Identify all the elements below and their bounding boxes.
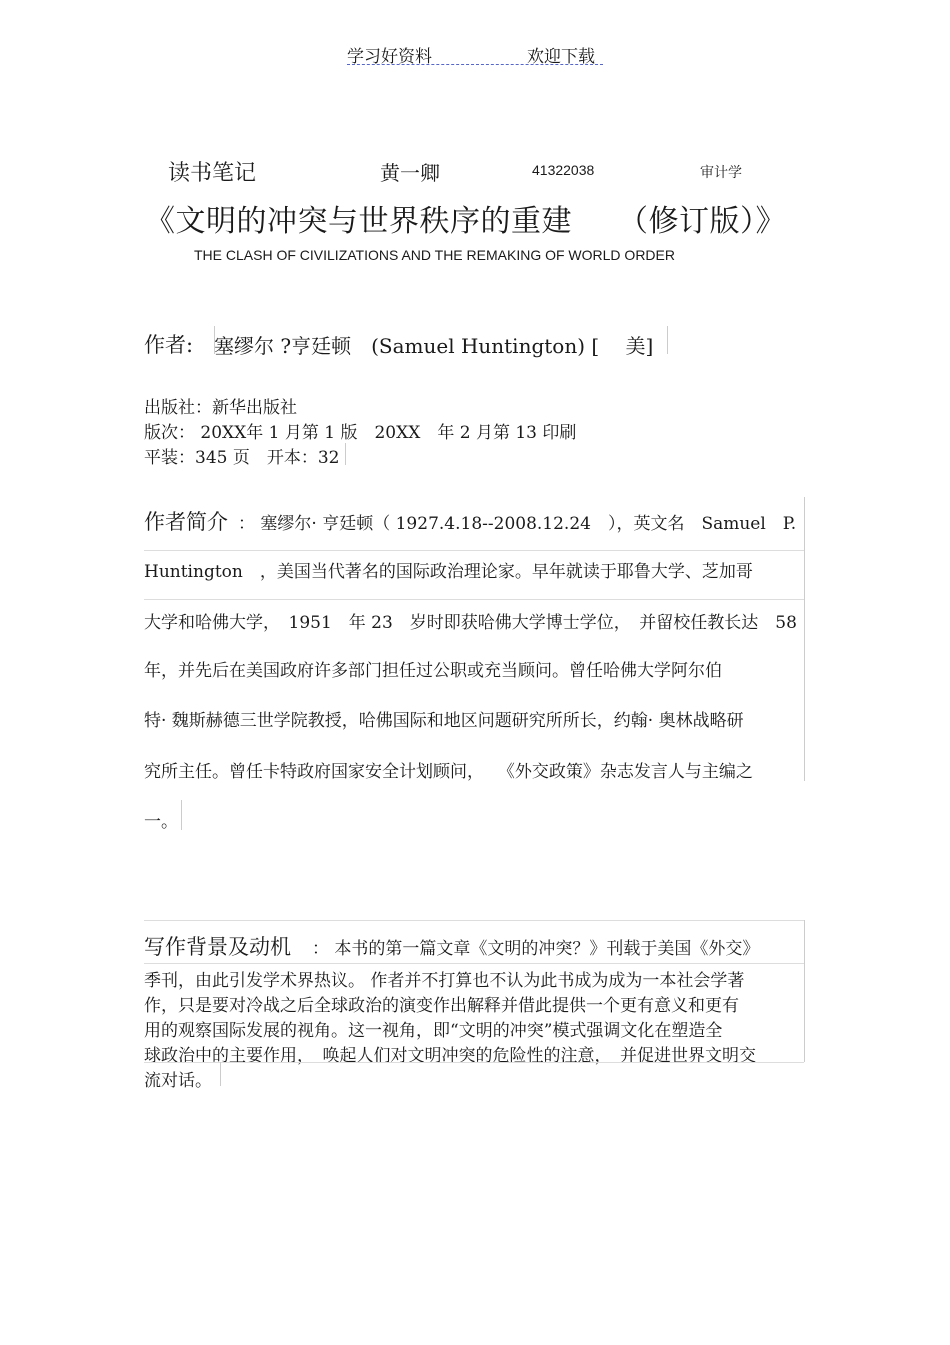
- binding-line: 平装：345 页 开本：32: [144, 448, 340, 468]
- background-line: 季刊，由此引发学术界热议。 作者并不打算也不认为此书成为成为一本社会学著: [144, 971, 745, 991]
- cell-border: [345, 443, 346, 465]
- cell-border: [144, 599, 804, 600]
- background-line: ： 本书的第一篇文章《文明的冲突？》刊载于美国《外交》: [312, 939, 760, 959]
- cell-border: [220, 1062, 221, 1086]
- background-heading: 写作背景及动机: [144, 935, 291, 959]
- cell-border: [144, 963, 804, 964]
- bio-line: 一。: [144, 812, 178, 832]
- background-line: 作，只是要对冷战之后全球政治的演变作出解释并借此提供一个更有意义和更有: [144, 996, 739, 1016]
- background-line: 流对话。: [144, 1071, 212, 1091]
- book-title: 《文明的冲突与世界秩序的重建 （修订版）》: [145, 204, 786, 239]
- edition-line: 版次： 20XX年 1 月第 1 版 20XX 年 2 月第 13 印刷: [144, 423, 577, 443]
- author-label: 作者:: [144, 333, 194, 357]
- bio-line: 大学和哈佛大学， 1951 年 23 岁时即获哈佛大学博士学位， 并留校任教长达 58: [144, 613, 797, 633]
- student-name: 黄一卿: [380, 161, 440, 185]
- header-right-text: 欢迎下载: [527, 47, 595, 67]
- document-type: 读书笔记: [168, 161, 257, 186]
- header-dashed-underline: [347, 64, 603, 65]
- cell-border: [804, 920, 805, 1062]
- publisher-line: 出版社：新华出版社: [144, 398, 297, 418]
- cell-border: [804, 497, 805, 781]
- student-major: 审计学: [700, 165, 742, 181]
- cell-border: [144, 550, 804, 551]
- bio-line: 特· 魏斯赫德三世学院教授，哈佛国际和地区问题研究所所长，约翰· 奥林战略研: [144, 711, 744, 731]
- bio-line: Huntington ，美国当代著名的国际政治理论家。早年就读于耶鲁大学、芝加哥: [144, 562, 753, 582]
- student-id: 41322038: [532, 162, 595, 178]
- cell-border: [214, 326, 215, 354]
- header-left-text: 学习好资料: [347, 47, 432, 67]
- background-line: 球政治中的主要作用， 唤起人们对文明冲突的危险性的注意， 并促进世界文明交: [144, 1046, 756, 1066]
- cell-border: [144, 1062, 804, 1063]
- bio-heading: 作者简介: [144, 510, 228, 534]
- author-value: 塞缪尔 ?亨廷顿 (Samuel Huntington) [ 美]: [214, 334, 654, 358]
- bio-line: 年，并先后在美国政府许多部门担任过公职或充当顾问。曾任哈佛大学阿尔伯: [144, 661, 722, 681]
- cell-border: [181, 800, 182, 830]
- cell-border: [144, 920, 804, 921]
- background-line: 用的观察国际发展的视角。这一视角，即“文明的冲突”模式强调文化在塑造全: [144, 1021, 723, 1041]
- cell-border: [667, 326, 668, 354]
- book-subtitle: THE CLASH OF CIVILIZATIONS AND THE REMAKING OF WORLD ORDER: [194, 247, 675, 263]
- bio-line: ： 塞缪尔· 亨廷顿（ 1927.4.18--2008.12.24 ），英文名 Samuel P.: [238, 514, 797, 534]
- bio-line: 究所主任。曾任卡特政府国家安全计划顾问， 《外交政策》杂志发言人与主编之: [144, 762, 753, 782]
